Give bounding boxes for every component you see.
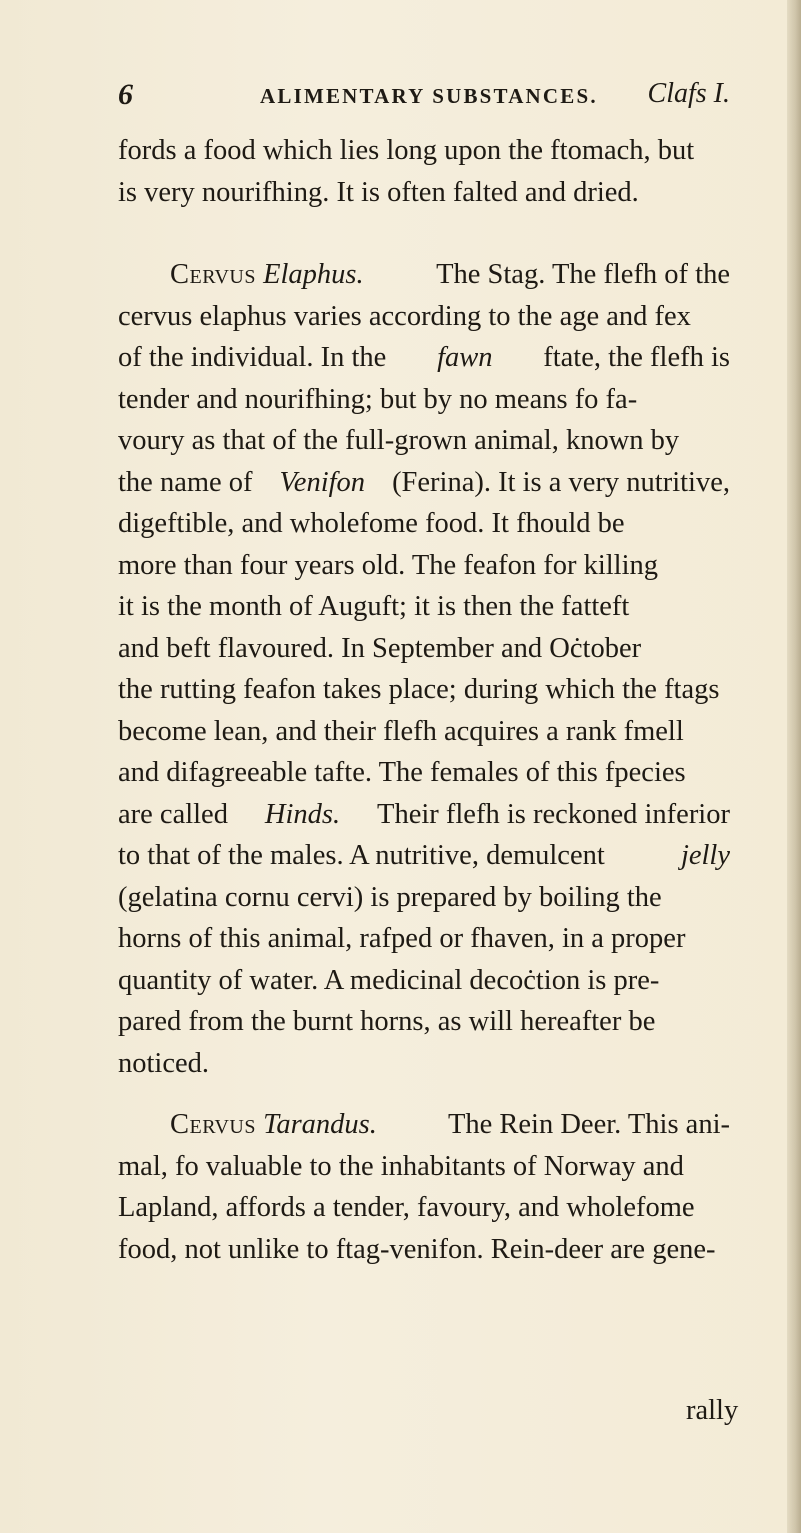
paragraph-gap [118, 1084, 730, 1104]
text-line: Lapland, affords a tender, favoury, and wholefome [118, 1192, 695, 1223]
paragraph-cervus-elaphus [118, 254, 730, 1084]
page-edge [787, 0, 801, 1533]
emphasis-fawn: fawn [437, 342, 493, 373]
text-line: food, not unlike to ftag-venifon. Rein-deer are gene- [118, 1233, 716, 1265]
paragraph-gap [118, 213, 730, 254]
text-line: become lean, and their flefh acquires a rank fmell [118, 715, 684, 747]
text-line: Cervus Tarandus. The Rein Deer. This ani- [170, 1109, 730, 1140]
text-line: (gelatina cornu cervi) is prepared by boiling the [118, 881, 662, 913]
text-line: mal, fo valuable to the inhabitants of Norway and [118, 1150, 684, 1182]
species-name: Tarandus. [263, 1109, 377, 1140]
text-line: more than four years old. The feafon for killing [118, 549, 659, 581]
text-line: the rutting feafon takes place; during which the ftags [118, 674, 720, 705]
paragraph-1 [118, 130, 730, 213]
species-name: Elaphus. [263, 259, 364, 290]
text-line: the name of Venifon (Ferina). It is a very nutritive, [118, 462, 730, 504]
text-line: quantity of water. A medicinal decoċtion is pre- [118, 964, 660, 996]
text-line: and difagreeable tafte. The females of this fpecies [118, 757, 686, 788]
running-title: ALIMENTARY SUBSTANCES. [260, 84, 598, 108]
text-line: is very nourifhing. It is often falted and dried. [118, 176, 639, 208]
genus-name: Cervus [170, 1109, 256, 1140]
emphasis-hinds: Hinds. [264, 798, 341, 830]
text-line: cervus elaphus varies according to the age and fex [118, 300, 691, 332]
catchword: rally [686, 1395, 739, 1426]
text-line: noticed. [118, 1047, 210, 1079]
text-line: voury as that of the full-grown animal, known by [118, 425, 680, 456]
text-line: of the individual. In the fawn ftate, the flefh is [118, 337, 730, 379]
text-line: pared from the burnt horns, as will hereafter be [118, 1006, 656, 1037]
page-number: 6 [118, 78, 133, 111]
text-line: it is the month of Auguft; it is then the fatteft [118, 591, 630, 622]
genus-name: Cervus [170, 259, 256, 290]
class-label: Clafs I. [647, 78, 730, 109]
text-line: digeftible, and wholefome food. It fhould be [118, 508, 625, 539]
text-line: fords a food which lies long upon the ftomach, but [118, 135, 695, 166]
page-body [118, 130, 730, 1270]
emphasis-jelly: jelly [680, 840, 730, 871]
text-line: and beft flavoured. In September and Oċtober [118, 632, 642, 664]
emphasis-venifon: Venifon [279, 466, 366, 498]
text-line: horns of this animal, rafped or fhaven, in a proper [118, 923, 686, 954]
text-line: to that of the males. A nutritive, demulcent jelly [118, 835, 730, 877]
text-line: Cervus Elaphus. The Stag. The flefh of the [170, 259, 730, 290]
text-line: are called Hinds. Their flefh is reckoned inferior [118, 794, 730, 836]
page-header [118, 78, 730, 118]
text-line: tender and nourifhing; but by no means fo fa- [118, 383, 638, 415]
paragraph-cervus-tarandus [118, 1104, 730, 1270]
